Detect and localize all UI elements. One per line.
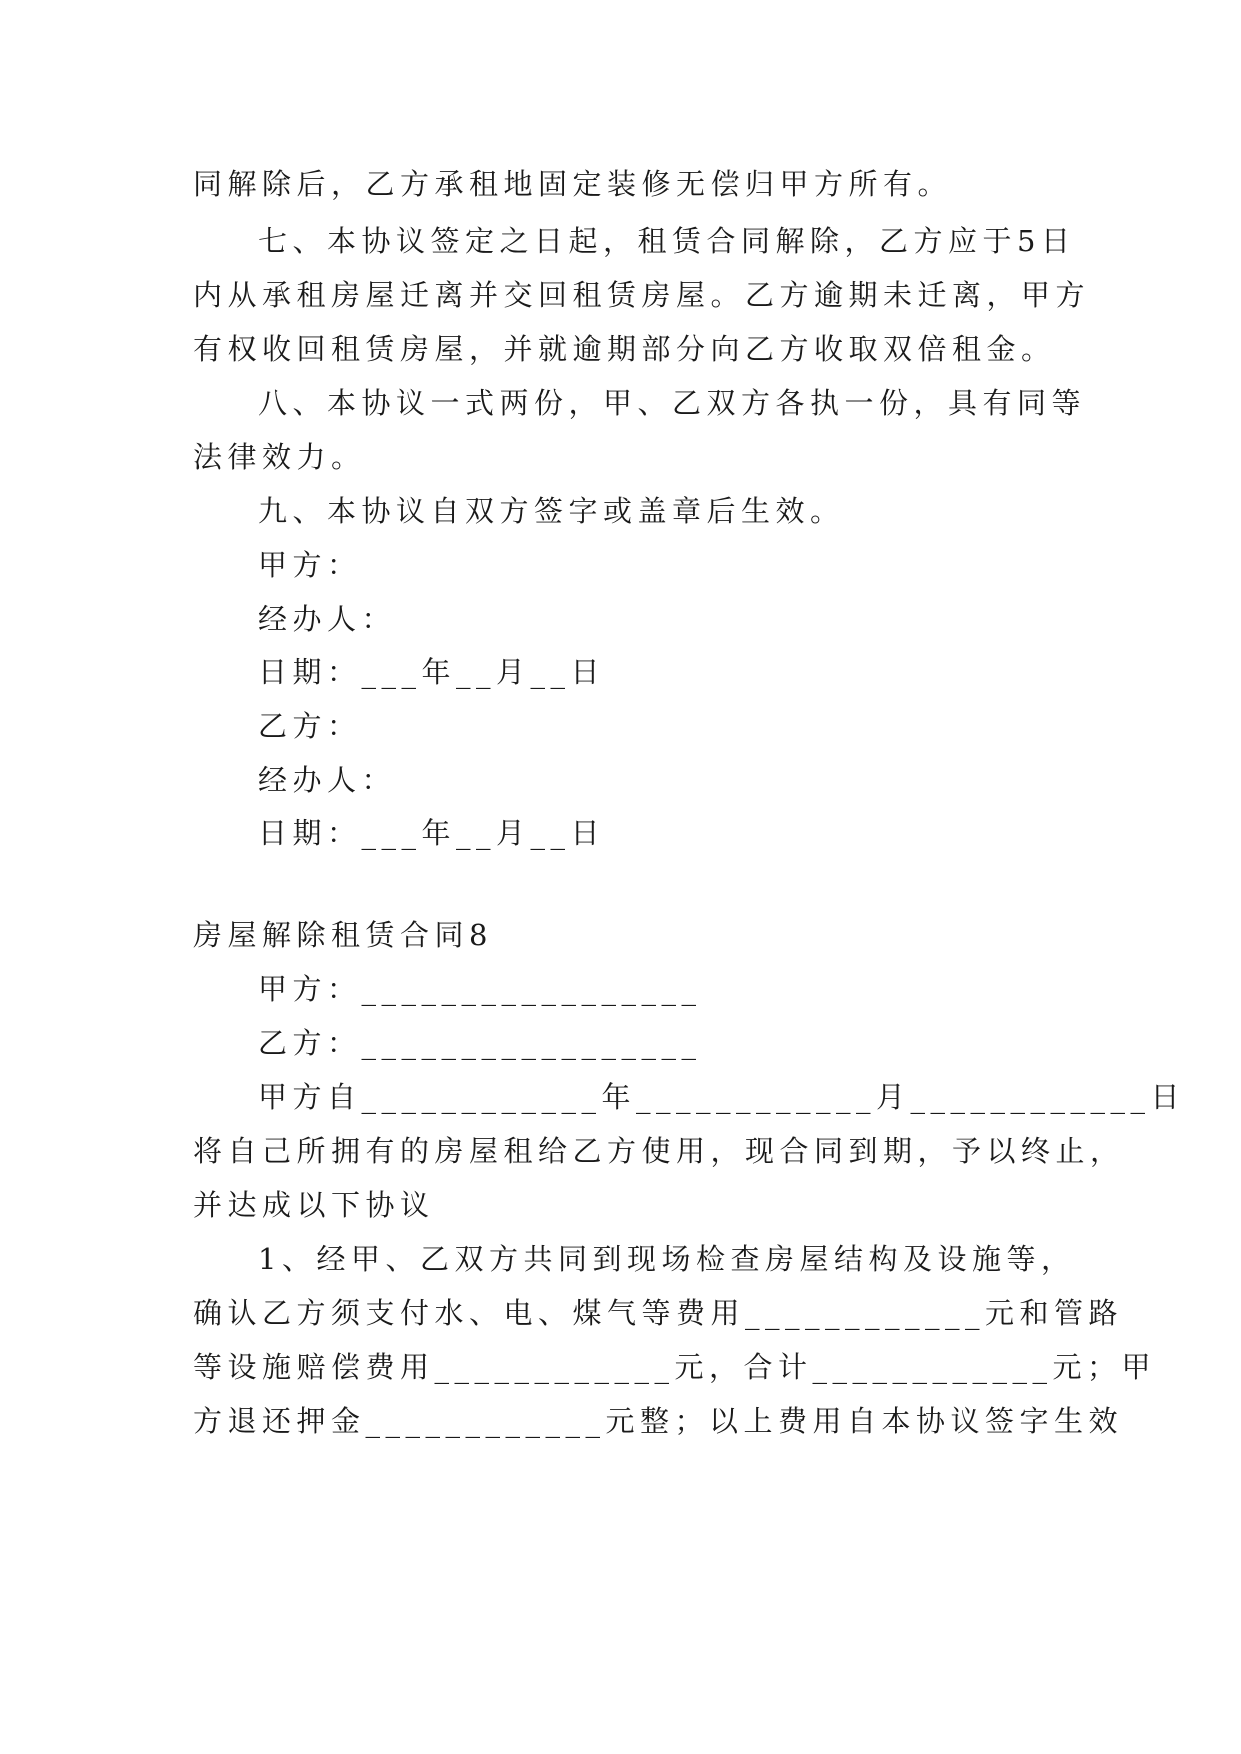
paragraph-line: 方退还押金____________元整；以上费用自本协议签字生效 bbox=[193, 1404, 1124, 1438]
paragraph-line: 有权收回租赁房屋，并就逾期部分向乙方收取双倍租金。 bbox=[193, 332, 1056, 366]
party-a-label: 甲方： bbox=[258, 548, 362, 582]
clause-eight-heading: 八、本协议一式两份，甲、乙双方各执一份，具有同等 bbox=[258, 386, 1087, 420]
party-a-date-line: 日期：___年__月__日 bbox=[258, 655, 606, 689]
paragraph-line: 并达成以下协议 bbox=[193, 1188, 435, 1222]
clause-nine-heading: 九、本协议自双方签字或盖章后生效。 bbox=[258, 494, 845, 528]
paragraph-line: 确认乙方须支付水、电、煤气等费用____________元和管路 bbox=[193, 1296, 1124, 1330]
clause-one-heading: 1、经甲、乙双方共同到现场检查房屋结构及设施等， bbox=[258, 1242, 1076, 1276]
party-b-agent-label: 经办人： bbox=[258, 763, 397, 797]
party-b-label: 乙方： bbox=[258, 709, 362, 743]
party-b-date-line: 日期：___年__月__日 bbox=[258, 816, 606, 850]
paragraph-line: 同解除后，乙方承租地固定装修无偿归甲方所有。 bbox=[193, 167, 953, 201]
paragraph-line: 内从承租房屋迁离并交回租赁房屋。乙方逾期未迁离，甲方 bbox=[193, 278, 1091, 312]
lease-date-line: 甲方自____________年____________月____________日 bbox=[258, 1080, 1186, 1114]
section-title: 房屋解除租赁合同8 bbox=[193, 918, 493, 952]
party-b-blank-line: 乙方：_________________ bbox=[258, 1026, 702, 1060]
party-a-agent-label: 经办人： bbox=[258, 602, 397, 636]
party-a-blank-line: 甲方：_________________ bbox=[258, 972, 702, 1006]
paragraph-line: 等设施赔偿费用____________元，合计____________元；甲 bbox=[193, 1350, 1157, 1384]
paragraph-line: 法律效力。 bbox=[193, 440, 366, 474]
paragraph-line: 将自己所拥有的房屋租给乙方使用，现合同到期，予以终止， bbox=[193, 1134, 1125, 1168]
clause-seven-heading: 七、本协议签定之日起，租赁合同解除，乙方应于5日 bbox=[258, 224, 1076, 258]
